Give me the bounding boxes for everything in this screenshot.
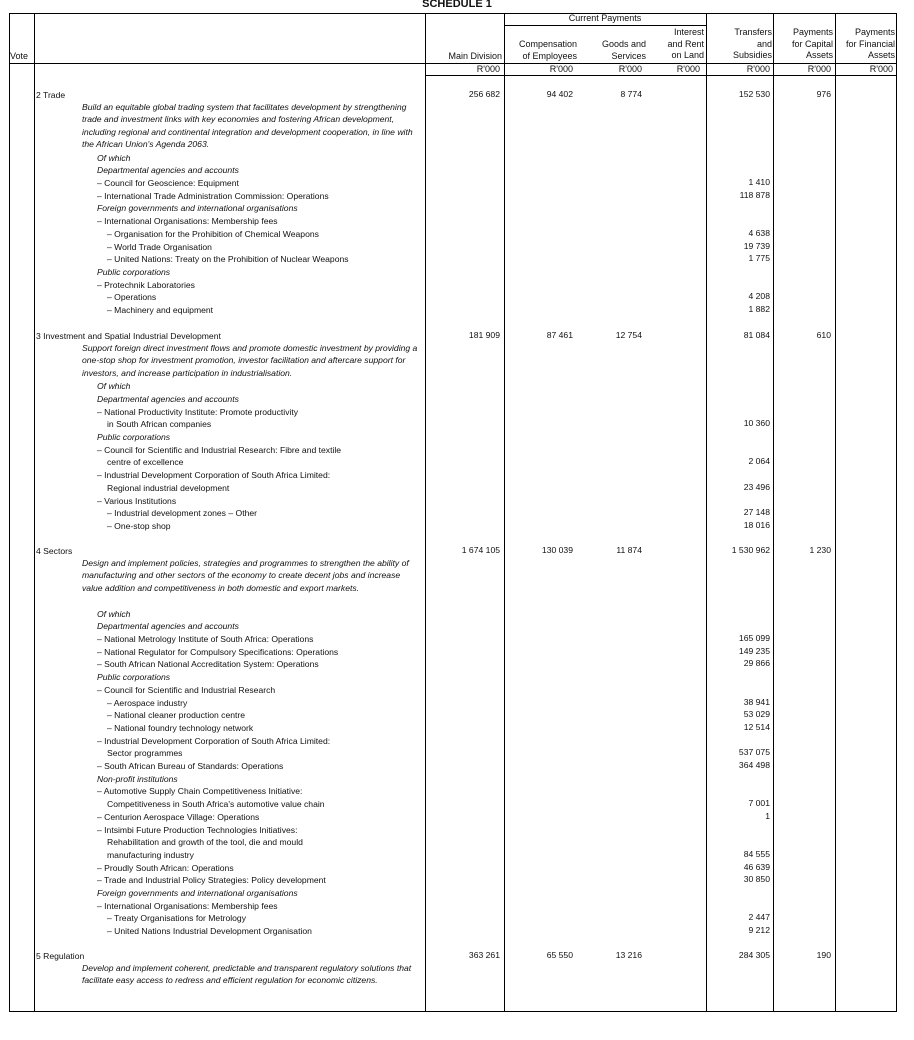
line-item: – South African National Accreditation System: Operations bbox=[97, 659, 319, 670]
line-item-value: 149 235 bbox=[738, 645, 770, 656]
line-item-value: 84 555 bbox=[743, 848, 770, 859]
line-item: – International Organisations: Membership fees bbox=[97, 216, 278, 227]
line-item: – Council for Scientific and Industrial Research: Fibre and textile bbox=[97, 444, 342, 455]
line-item: – National foundry technology network bbox=[107, 722, 254, 733]
line-item: – National Metrology Institute of South Africa: Operations bbox=[97, 634, 314, 644]
section-comp-value: 65 550 bbox=[546, 950, 573, 960]
header-line: on Land bbox=[671, 50, 704, 60]
unit-rule bbox=[425, 75, 897, 76]
line-item: – Automotive Supply Chain Competitiveness Initiative: bbox=[97, 786, 303, 797]
line-item-value: 30 850 bbox=[743, 874, 770, 885]
section-title: 2 Trade bbox=[36, 90, 66, 100]
unit-label: R'000 bbox=[549, 64, 573, 74]
unit-label: R'000 bbox=[807, 64, 831, 74]
header-transfers bbox=[708, 27, 772, 62]
header-capital bbox=[775, 27, 833, 62]
line-item-value: 4 638 bbox=[748, 227, 770, 238]
header-line: Subsidies bbox=[732, 50, 772, 60]
header-line: Services bbox=[611, 50, 646, 61]
header-line: for Financial bbox=[845, 38, 895, 49]
header-line: and bbox=[756, 38, 772, 49]
column-divider bbox=[706, 13, 707, 1012]
line-item-value: 18 016 bbox=[743, 519, 770, 530]
line-item-value: 1 410 bbox=[748, 177, 770, 187]
line-item: – Aerospace industry bbox=[107, 697, 188, 708]
line-item: – Industrial Development Corporation of South Africa Limited: bbox=[97, 735, 331, 746]
line-item-value: 1 882 bbox=[748, 304, 770, 314]
unit-label: R'000 bbox=[869, 64, 893, 74]
category-label: Public corporations bbox=[97, 266, 171, 277]
section-goods-value: 13 216 bbox=[615, 950, 642, 960]
line-item: – Intsimbi Future Production Technologies Initiatives: bbox=[97, 824, 298, 835]
section-main-value: 256 682 bbox=[468, 89, 500, 99]
line-item-value: 118 878 bbox=[739, 189, 770, 200]
line-item: – Treaty Organisations for Metrology bbox=[107, 913, 246, 924]
section-transfers-value: 152 530 bbox=[738, 89, 770, 99]
category-label: Of which bbox=[97, 381, 131, 392]
header-line: Transfers bbox=[734, 27, 772, 37]
line-item: in South African companies bbox=[107, 419, 212, 430]
section-title: 4 Sectors bbox=[36, 546, 73, 556]
line-item: – United Nations: Treaty on the Prohibition of Nuclear Weapons bbox=[107, 254, 349, 265]
section-capital-value: 1 230 bbox=[809, 545, 831, 555]
category-label: Departmental agencies and accounts bbox=[97, 621, 239, 632]
section-goods-value: 12 754 bbox=[615, 330, 642, 340]
line-item: – National Regulator for Compulsory Specifications: Operations bbox=[97, 646, 339, 657]
column-divider bbox=[835, 13, 836, 1012]
section-main-value: 181 909 bbox=[468, 330, 500, 340]
category-label: Non-profit institutions bbox=[97, 773, 178, 784]
unit-label: R'000 bbox=[476, 64, 500, 74]
line-item: – Protechnik Laboratories bbox=[97, 279, 195, 290]
line-item: – Industrial development zones – Other bbox=[107, 508, 258, 519]
section-goods-value: 11 874 bbox=[616, 545, 642, 555]
line-item-value: 4 208 bbox=[748, 291, 770, 302]
header-line: Interest bbox=[673, 27, 704, 37]
header-line: for Capital bbox=[791, 38, 833, 49]
section-description: Build an equitable global trading system that facilitates development by strengthening trade and investment links with key economies and fostering African development, including regional and continental integration and development cooperation, in line with the African Union's Agenda 2063. bbox=[82, 102, 413, 150]
unit-label: R'000 bbox=[676, 64, 700, 74]
line-item: – Organisation for the Prohibition of Chemical Weapons bbox=[107, 228, 319, 239]
category-label: Public corporations bbox=[97, 432, 171, 442]
line-item-value: 364 498 bbox=[738, 760, 770, 770]
line-item-value: 9 212 bbox=[748, 925, 770, 936]
section-capital-value: 976 bbox=[816, 89, 831, 99]
current-payments-rule bbox=[504, 25, 706, 26]
section-goods-value: 8 774 bbox=[620, 89, 642, 99]
line-item-value: 27 148 bbox=[743, 507, 770, 518]
line-item: centre of excellence bbox=[107, 457, 184, 468]
line-item-value: 10 360 bbox=[743, 418, 770, 429]
line-item: – National cleaner production centre bbox=[107, 710, 246, 721]
header-line: of Employees bbox=[522, 50, 577, 61]
schedule-title: SCHEDULE 1 bbox=[422, 0, 492, 10]
header-current-payments: Current Payments bbox=[568, 13, 642, 23]
line-item: – One-stop shop bbox=[107, 520, 171, 531]
line-item-value: 12 514 bbox=[743, 721, 770, 732]
line-item-value: 19 739 bbox=[743, 240, 770, 251]
header-line: Compensation bbox=[518, 39, 577, 49]
category-label: Departmental agencies and accounts bbox=[97, 165, 239, 176]
line-item-value: 1 bbox=[765, 810, 770, 821]
line-item: – South African Bureau of Standards: Operations bbox=[97, 761, 284, 771]
column-divider bbox=[504, 13, 505, 1012]
header-interest bbox=[650, 27, 704, 62]
header-line: and Rent bbox=[667, 38, 704, 49]
header-goods bbox=[580, 39, 646, 62]
header-main-division: Main Division bbox=[448, 51, 502, 61]
line-item: Sector programmes bbox=[107, 748, 183, 759]
line-item: Rehabilitation and growth of the tool, die and mould bbox=[107, 837, 303, 848]
line-item: manufacturing industry bbox=[107, 849, 194, 860]
line-item: – Proudly South African: Operations bbox=[97, 862, 234, 873]
section-transfers-value: 1 530 962 bbox=[731, 545, 770, 555]
section-description: Design and implement policies, strategies and programmes to strengthen the ability of manufacturing and other sectors of the economy to create decent jobs and increase value addition and competitiveness in both domestic and export markets. bbox=[82, 558, 409, 593]
section-capital-value: 610 bbox=[816, 330, 831, 340]
line-item: – Council for Geoscience: Equipment bbox=[97, 178, 239, 188]
line-item-value: 165 099 bbox=[738, 633, 770, 643]
section-description: Develop and implement coherent, predictable and transparent regulatory solutions that facilitate easy access to redress and efficient regulation for economic citizens. bbox=[82, 963, 412, 986]
line-item: – World Trade Organisation bbox=[107, 241, 212, 252]
line-item: – Machinery and equipment bbox=[107, 305, 214, 315]
unit-label: R'000 bbox=[618, 64, 642, 74]
line-item: – International Trade Administration Commission: Operations bbox=[97, 190, 329, 201]
line-item-value: 7 001 bbox=[748, 798, 770, 809]
section-main-value: 363 261 bbox=[468, 950, 500, 960]
line-item: – United Nations Industrial Development Organisation bbox=[107, 926, 312, 937]
unit-label: R'000 bbox=[746, 64, 770, 74]
line-item-value: 537 075 bbox=[738, 747, 770, 758]
line-item-value: 2 447 bbox=[748, 912, 770, 923]
header-financial bbox=[836, 27, 895, 62]
line-item: – National Productivity Institute: Promote productivity bbox=[97, 406, 299, 417]
line-item: – Operations bbox=[107, 292, 157, 303]
line-item-value: 1 775 bbox=[748, 253, 770, 264]
line-item: Competitiveness in South Africa's automotive value chain bbox=[107, 799, 325, 810]
line-item: – Industrial Development Corporation of South Africa Limited: bbox=[97, 470, 331, 481]
section-description: Support foreign direct investment flows and promote domestic investment by providing a one-stop shop for investment promotion, investor facilitation and aftercare support for investors, and increase participation in industrialisation. bbox=[82, 343, 418, 378]
section-main-value: 1 674 105 bbox=[461, 545, 500, 555]
line-item-value: 29 866 bbox=[743, 658, 770, 669]
line-item: Regional industrial development bbox=[107, 482, 230, 493]
category-label: Public corporations bbox=[97, 672, 171, 683]
header-line: Assets bbox=[805, 50, 833, 60]
column-divider bbox=[34, 13, 35, 1012]
section-comp-value: 94 402 bbox=[546, 89, 573, 99]
line-item: – International Organisations: Membership fees bbox=[97, 900, 278, 911]
header-line: Payments bbox=[792, 27, 833, 37]
section-capital-value: 190 bbox=[816, 950, 831, 960]
header-line: Assets bbox=[867, 50, 895, 60]
section-comp-value: 87 461 bbox=[546, 330, 573, 340]
section-comp-value: 130 039 bbox=[541, 545, 573, 555]
line-item: – Centurion Aerospace Village: Operations bbox=[97, 811, 260, 822]
line-item-value: 46 639 bbox=[743, 861, 770, 872]
section-title: 5 Regulation bbox=[36, 951, 85, 961]
category-label: Of which bbox=[97, 152, 131, 163]
line-item-value: 23 496 bbox=[743, 481, 770, 492]
category-label: Departmental agencies and accounts bbox=[97, 393, 239, 404]
category-label: Of which bbox=[97, 608, 131, 619]
line-item: – Trade and Industrial Policy Strategies: Policy development bbox=[97, 875, 326, 886]
category-label: Foreign governments and international organisations bbox=[97, 888, 298, 898]
category-label: Foreign governments and international organisations bbox=[97, 203, 298, 214]
line-item: – Council for Scientific and Industrial Research bbox=[97, 684, 276, 695]
header-line: Goods and bbox=[601, 39, 646, 49]
column-divider bbox=[425, 13, 426, 1012]
column-divider bbox=[773, 13, 774, 1012]
section-title: 3 Investment and Spatial Industrial Development bbox=[36, 331, 221, 341]
line-item-value: 2 064 bbox=[748, 456, 770, 467]
section-transfers-value: 284 305 bbox=[738, 950, 770, 960]
line-item-value: 53 029 bbox=[743, 709, 770, 720]
line-item-value: 38 941 bbox=[743, 696, 770, 707]
section-transfers-value: 81 084 bbox=[743, 330, 770, 340]
header-vote: Vote bbox=[10, 51, 29, 61]
line-item: – Various Institutions bbox=[97, 495, 177, 506]
header-line: Payments bbox=[854, 27, 895, 37]
header-compensation bbox=[505, 39, 577, 62]
